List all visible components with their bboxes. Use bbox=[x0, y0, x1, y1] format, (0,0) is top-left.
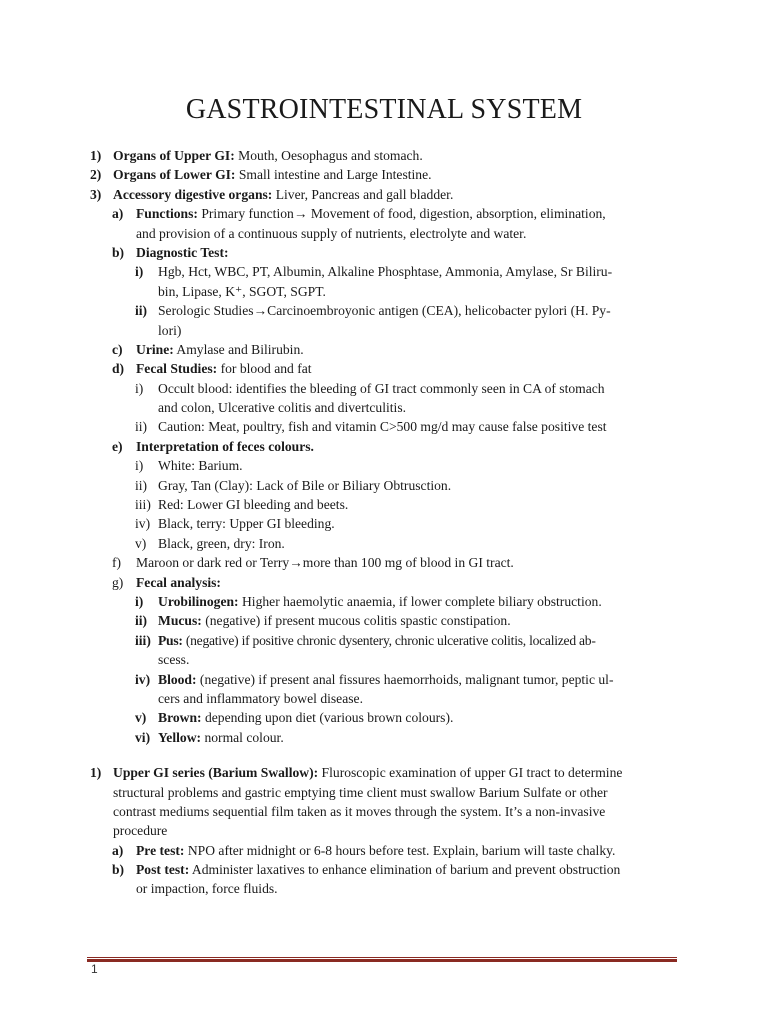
list-item bbox=[0, 243, 768, 262]
item-text: normal colour. bbox=[201, 729, 284, 745]
list-marker: d) bbox=[112, 361, 125, 377]
list-item bbox=[0, 708, 768, 727]
item-text: scess. bbox=[158, 652, 190, 668]
footer-rule bbox=[87, 957, 677, 958]
list-item bbox=[0, 456, 768, 475]
item-text: Liver, Pancreas and gall bladder. bbox=[272, 186, 454, 202]
list-marker: i) bbox=[135, 380, 144, 396]
list-marker: iii) bbox=[135, 497, 151, 513]
list-marker: iv) bbox=[135, 671, 151, 687]
list-item bbox=[0, 417, 768, 436]
item-heading: Diagnostic Test: bbox=[136, 244, 229, 260]
item-text: bin, Lipase, K⁺, SGOT, SGPT. bbox=[158, 283, 326, 299]
list-item bbox=[0, 592, 768, 611]
list-marker: a) bbox=[112, 206, 124, 222]
list-item bbox=[0, 689, 768, 708]
item-text: and provision of a continuous supply of nutrients, electrolyte and water. bbox=[136, 225, 527, 241]
list-marker: b) bbox=[112, 862, 125, 878]
item-text: Caution: Meat, poultry, fish and vitamin C>500 mg/d may cause false positive test bbox=[158, 419, 607, 435]
item-text: Mouth, Oesophagus and stomach. bbox=[234, 148, 423, 163]
list-marker: iv) bbox=[135, 516, 151, 532]
list-item bbox=[0, 650, 768, 669]
list-marker: v) bbox=[135, 535, 147, 551]
list-item bbox=[0, 860, 768, 879]
item-text: procedure bbox=[113, 823, 168, 839]
list-item bbox=[0, 821, 768, 840]
item-heading: Brown: bbox=[158, 710, 202, 726]
list-item bbox=[0, 573, 768, 592]
item-text: Gray, Tan (Clay): Lack of Bile or Biliary Obtrusction. bbox=[158, 477, 452, 493]
list-item bbox=[0, 359, 768, 378]
list-marker: 3) bbox=[90, 186, 102, 202]
item-text: Amylase and Bilirubin. bbox=[173, 341, 304, 357]
list-item bbox=[0, 495, 768, 514]
list-item bbox=[0, 783, 768, 802]
list-item bbox=[0, 631, 768, 650]
list-marker: 1) bbox=[90, 148, 102, 163]
item-text: Small intestine and Large Intestine. bbox=[235, 167, 432, 183]
page-number: 1 bbox=[91, 962, 98, 976]
list-item bbox=[0, 879, 768, 898]
list-marker: vi) bbox=[135, 729, 151, 745]
item-heading: Organs of Upper GI: bbox=[113, 148, 235, 163]
item-heading: Yellow: bbox=[158, 729, 202, 745]
item-text: Administer laxatives to enhance elimination of barium and prevent obstruction bbox=[189, 862, 621, 878]
item-text: (negative) if present anal fissures haemorrhoids, malignant tumor, peptic ul- bbox=[196, 671, 614, 687]
list-marker: e) bbox=[112, 438, 123, 454]
list-item bbox=[0, 224, 768, 243]
list-item bbox=[0, 146, 768, 165]
list-marker: b) bbox=[112, 244, 125, 260]
list-item bbox=[0, 379, 768, 398]
list-marker: a) bbox=[112, 842, 124, 858]
list-item bbox=[0, 262, 768, 281]
list-item bbox=[0, 204, 768, 223]
list-item bbox=[0, 802, 768, 821]
item-text: Hgb, Hct, WBC, PT, Albumin, Alkaline Phosphtase, Ammonia, Amylase, Sr Biliru- bbox=[158, 264, 613, 280]
list-marker: ii) bbox=[135, 303, 148, 319]
page-title: GASTROINTESTINAL SYSTEM bbox=[185, 94, 583, 125]
item-heading: Interpretation of feces colours. bbox=[136, 438, 314, 454]
list-marker: 1) bbox=[90, 765, 102, 781]
list-item bbox=[0, 282, 768, 301]
list-marker: ii) bbox=[135, 477, 148, 493]
list-item bbox=[0, 841, 768, 860]
item-text: Occult blood: identifies the bleeding of GI tract commonly seen in CA of stomach bbox=[158, 380, 605, 396]
list-item bbox=[0, 437, 768, 456]
item-heading: Functions: bbox=[136, 206, 198, 222]
item-text: Red: Lower GI bleeding and beets. bbox=[158, 497, 349, 513]
list-marker: v) bbox=[135, 710, 147, 726]
item-heading: Pus: bbox=[158, 632, 183, 648]
list-item bbox=[0, 514, 768, 533]
item-text: (negative) if present mucous colitis spastic constipation. bbox=[201, 613, 511, 629]
list-marker: g) bbox=[112, 574, 124, 590]
item-text: Higher haemolytic anaemia, if lower complete biliary obstruction. bbox=[238, 593, 602, 609]
document-body bbox=[0, 146, 768, 899]
item-heading: Pre test: bbox=[136, 842, 185, 858]
item-heading: Upper GI series (Barium Swallow): bbox=[113, 765, 319, 781]
item-text: Serologic Studies→Carcinoembroyonic antigen (CEA), helicobacter pylori (H. Py- bbox=[158, 303, 611, 319]
item-text: Black, green, dry: Iron. bbox=[158, 535, 285, 551]
list-marker: i) bbox=[135, 593, 144, 609]
item-text: Maroon or dark red or Terry→more than 100 mg of blood in GI tract. bbox=[136, 555, 514, 571]
list-item bbox=[0, 553, 768, 572]
list-marker: i) bbox=[135, 264, 144, 280]
list-item bbox=[0, 185, 768, 204]
item-text: lori) bbox=[158, 322, 182, 338]
list-item bbox=[0, 165, 768, 184]
item-text: structural problems and gastric emptying time client must swallow Barium Sulfate or other bbox=[113, 784, 608, 800]
list-item bbox=[0, 301, 768, 320]
list-item bbox=[0, 611, 768, 630]
list-item bbox=[0, 534, 768, 553]
item-text: cers and inflammatory bowel disease. bbox=[158, 690, 363, 706]
item-heading: Organs of Lower GI: bbox=[113, 167, 236, 183]
item-text: Black, terry: Upper GI bleeding. bbox=[158, 516, 335, 532]
list-item bbox=[0, 321, 768, 340]
item-text: Fluroscopic examination of upper GI tract to determine bbox=[318, 765, 623, 781]
item-heading: Urine: bbox=[136, 341, 174, 357]
item-heading: Post test: bbox=[136, 862, 190, 878]
item-text: or impaction, force fluids. bbox=[136, 881, 278, 897]
item-text: contrast mediums sequential film taken as it moves through the system. It’s a non-invasive bbox=[113, 803, 606, 819]
list-item bbox=[0, 670, 768, 689]
item-heading: Blood: bbox=[158, 671, 197, 687]
item-text: and colon, Ulcerative colitis and divertculitis. bbox=[158, 400, 407, 416]
list-marker: ii) bbox=[135, 613, 148, 629]
item-heading: Fecal Studies: bbox=[136, 361, 218, 377]
item-text: for blood and fat bbox=[217, 361, 312, 377]
item-text: (negative) if positive chronic dysentery, chronic ulcerative colitis, localized ab- bbox=[182, 632, 596, 648]
list-item bbox=[0, 763, 768, 782]
section-gap bbox=[0, 747, 768, 763]
footer-rule-thick bbox=[87, 959, 677, 962]
list-item bbox=[0, 728, 768, 747]
item-text: White: Barium. bbox=[158, 458, 243, 474]
list-item bbox=[0, 398, 768, 417]
list-marker: ii) bbox=[135, 419, 148, 435]
item-heading: Fecal analysis: bbox=[136, 574, 221, 590]
list-item bbox=[0, 476, 768, 495]
list-item bbox=[0, 340, 768, 359]
list-marker: 2) bbox=[90, 167, 102, 183]
item-heading: Urobilinogen: bbox=[158, 593, 239, 609]
item-text: depending upon diet (various brown colours). bbox=[201, 710, 454, 726]
item-text: NPO after midnight or 6-8 hours before test. Explain, barium will taste chalky. bbox=[184, 842, 616, 858]
item-text: Primary function→ Movement of food, digestion, absorption, elimination, bbox=[197, 206, 606, 222]
item-heading: Mucus: bbox=[158, 613, 202, 629]
list-marker: c) bbox=[112, 341, 123, 357]
list-marker: iii) bbox=[135, 632, 151, 648]
list-marker: f) bbox=[112, 555, 122, 571]
item-heading: Accessory digestive organs: bbox=[113, 186, 273, 202]
list-marker: i) bbox=[135, 458, 144, 474]
